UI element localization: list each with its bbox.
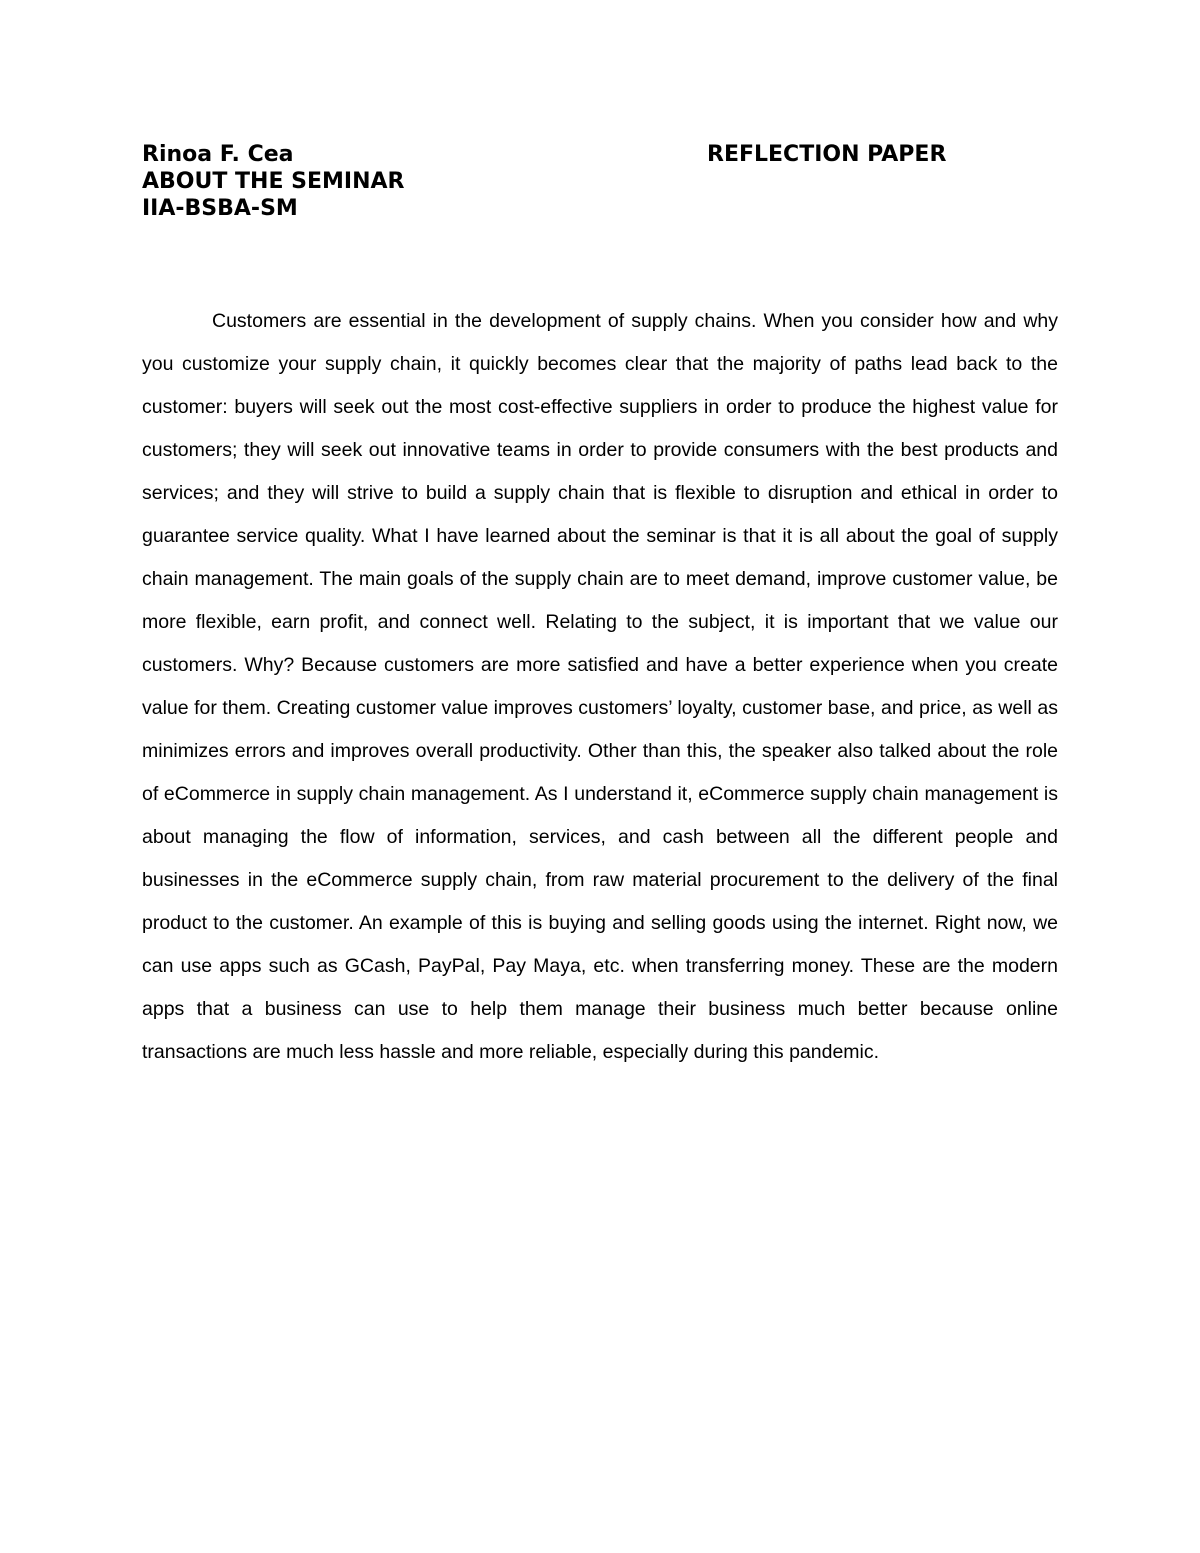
header-line-3 <box>142 195 972 222</box>
document-header <box>142 141 972 222</box>
header-line-2 <box>142 168 972 195</box>
reflection-paragraph: Customers are essential in the development of supply chains. When you consider how and why you customize your supply chain, it quickly becomes clear that the majority of paths lead back to the customer: buyers will seek out the most cost-effective suppliers in order to produce the highest value for customers; they will seek out innovative teams in order to provide consumers with the best products and services; and they will strive to build a supply chain that is flexible to disruption and ethical in order to guarantee service quality. What I have learned about the seminar is that it is all about the goal of supply chain management. The main goals of the supply chain are to meet demand, improve customer value, be more flexible, earn profit, and connect well. Relating to the subject, it is important that we value our customers. Why? Because customers are more satisfied and have a better experience when you create value for them. Creating customer value improves customers’ loyalty, customer base, and price, as well as minimizes errors and improves overall productivity. Other than this, the speaker also talked about the role of eCommerce in supply chain management. As I understand it, eCommerce supply chain management is about managing the flow of information, services, and cash between all the different people and businesses in the eCommerce supply chain, from raw material procurement to the delivery of the final product to the customer. An example of this is buying and selling goods using the internet. Right now, we can use apps such as GCash, PayPal, Pay Maya, etc. when transferring money. These are the modern apps that a business can use to help them manage their business much better because online transactions are much less hassle and more reliable, especially during this pandemic. <box>142 310 1058 1063</box>
author-name: Rinoa F. Cea <box>142 142 294 167</box>
document-topic: ABOUT THE SEMINAR <box>142 169 405 194</box>
course-section: IIA-BSBA-SM <box>142 196 298 221</box>
header-line-1 <box>142 141 972 168</box>
document-type: REFLECTION PAPER <box>707 142 947 167</box>
